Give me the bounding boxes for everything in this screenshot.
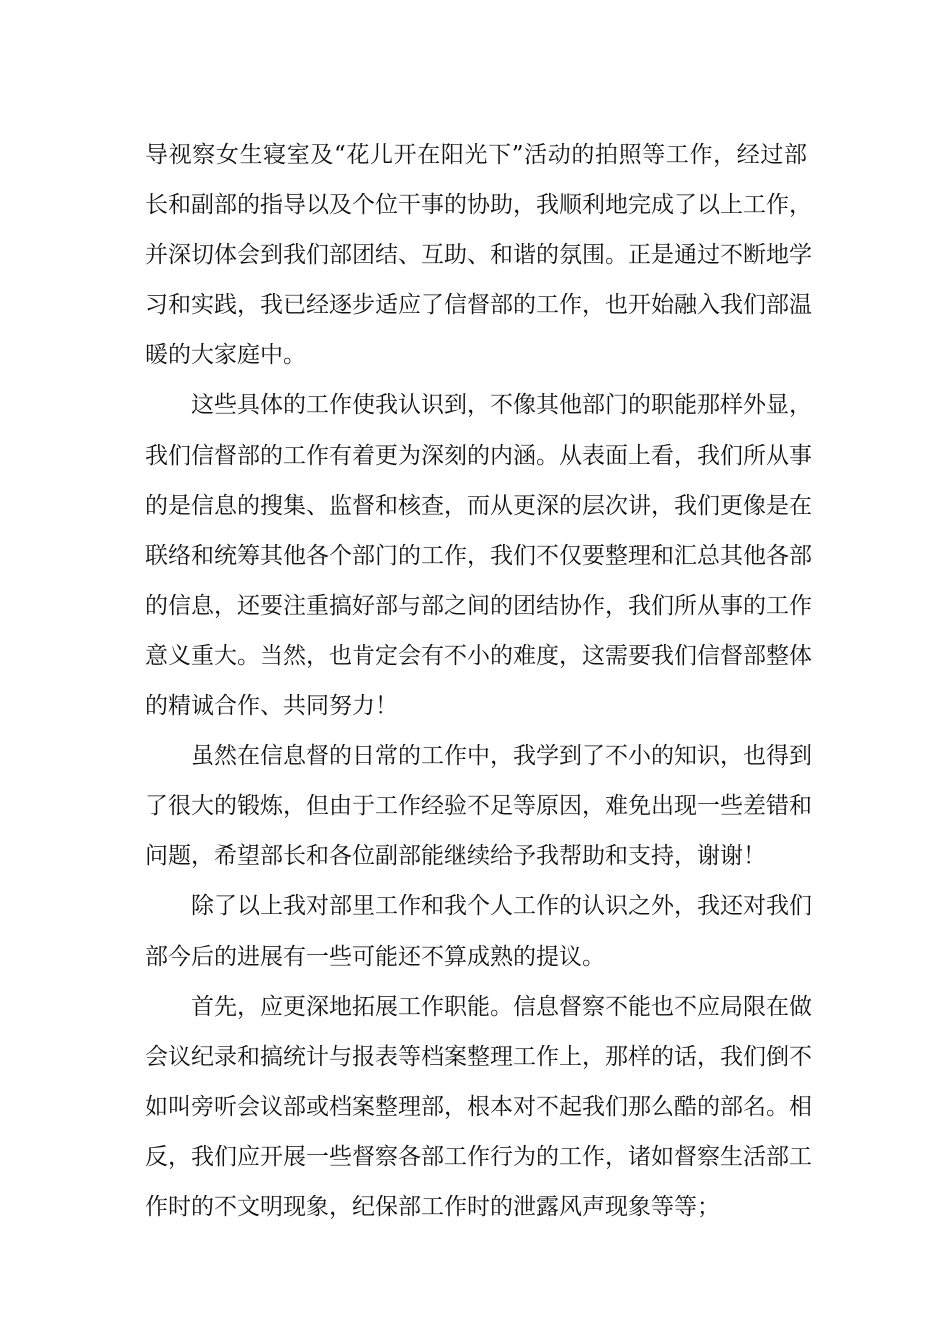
paragraph-first-line: 虽然在信息督的日常的工作中，我学到了不小的知识，也得到: [191, 743, 812, 770]
text-line: 反，我们应开展一些督察各部工作行为的工作，诸如督察生活部工: [145, 1143, 812, 1170]
text-line: 问题，希望部长和各位副部能继续给予我帮助和支持，谢谢！: [145, 843, 766, 870]
text-line: 我们信督部的工作有着更为深刻的内涵。从表面上看，我们所从事: [145, 442, 812, 469]
text-line: 意义重大。当然，也肯定会有不小的难度，这需要我们信督部整体: [145, 642, 812, 669]
text-line: 长和副部的指导以及个位干事的协助，我顺利地完成了以上工作，: [145, 192, 812, 219]
paragraph-first-line: 这些具体的工作使我认识到，不像其他部门的职能那样外显，: [191, 392, 812, 419]
text-line: 了很大的锻炼，但由于工作经验不足等原因，难免出现一些差错和: [145, 793, 812, 820]
document-body: [145, 130, 812, 1232]
text-line: 的是信息的搜集、监督和核查，而从更深的层次讲，我们更像是在: [145, 492, 812, 519]
text-line: 导视察女生寝室及“花儿开在阳光下”活动的拍照等工作，经过部: [145, 142, 807, 168]
text-line: 联络和统筹其他各个部门的工作，我们不仅要整理和汇总其他各部: [145, 542, 812, 569]
text-line: 作时的不文明现象，纪保部工作时的泄露风声现象等等；: [145, 1193, 720, 1220]
paragraph-first-line: 除了以上我对部里工作和我个人工作的认识之外，我还对我们: [191, 893, 812, 920]
text-line: 暖的大家庭中。: [145, 342, 306, 369]
text-line: 的精诚合作、共同努力！: [145, 693, 398, 720]
text-line: 习和实践，我已经逐步适应了信督部的工作，也开始融入我们部温: [145, 292, 812, 319]
text-line: 并深切体会到我们部团结、互助、和谐的氛围。正是通过不断地学: [145, 242, 812, 269]
text-line: 的信息，还要注重搞好部与部之间的团结协作，我们所从事的工作: [145, 592, 812, 619]
text-line: 部今后的进展有一些可能还不算成熟的提议。: [145, 943, 605, 970]
paragraph-first-line: 首先，应更深地拓展工作职能。信息督察不能也不应局限在做: [191, 993, 812, 1020]
text-line: 会议纪录和搞统计与报表等档案整理工作上，那样的话，我们倒不: [145, 1043, 812, 1070]
text-line: 如叫旁听会议部或档案整理部，根本对不起我们那么酷的部名。相: [145, 1093, 812, 1120]
